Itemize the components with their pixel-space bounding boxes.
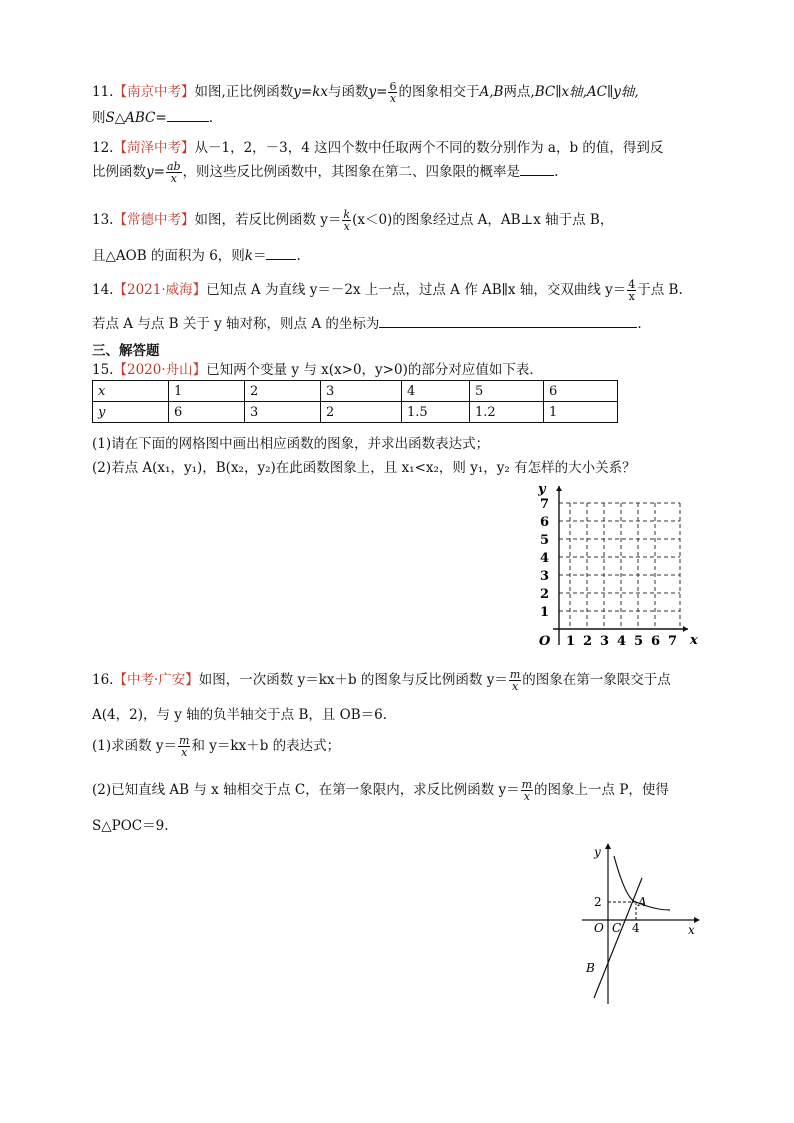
x-label: x	[688, 923, 695, 937]
y-arrow-icon	[605, 843, 611, 849]
text: ，则这些反比例函数中，其图象在第二、四象限的概率是	[182, 164, 521, 180]
question-16-line2: A(4，2)，与 y 轴的负半轴交于点 B，且 OB＝6.	[92, 707, 388, 723]
question-13	[92, 208, 613, 232]
fraction: $\frac{k}{x}$	[343, 208, 351, 233]
x-tick: 1	[566, 634, 576, 649]
table-cell: 6	[169, 402, 245, 423]
text: 与函数	[328, 84, 369, 100]
text: 从－1，2，－3，4 这四个数中任取两个不同的数分别作为 a，b 的值，得到反	[194, 140, 664, 156]
text: (1)求函数 y＝	[92, 738, 178, 754]
source-tag: 【2021·威海】	[113, 282, 207, 298]
text: (x＜0)的图象经过点 A，AB⊥x 轴于点 B，	[352, 212, 614, 228]
tick-2: 2	[594, 895, 602, 909]
question-number: 14.	[92, 282, 114, 298]
question-15-part1: (1)请在下面的网格图中画出相应函数的图象，并求出函数表达式；	[92, 436, 490, 452]
answer-blank[interactable]	[379, 326, 637, 328]
question-12-line2	[92, 160, 558, 184]
tick-4: 4	[632, 921, 640, 935]
source-tag: 【常德中考】	[113, 212, 195, 228]
text: 已知点 A 为直线 y＝－2x 上一点，过点 A 作 AB∥x 轴，交双曲线 y＝	[206, 282, 627, 298]
table-cell: 1.2	[470, 402, 544, 423]
fraction: $\frac{6}{x}$	[389, 80, 397, 105]
x-tick: 5	[634, 634, 644, 649]
question-number: 13.	[92, 212, 114, 228]
table-header: x	[93, 381, 169, 402]
text: 且△AOB 的面积为 6，则	[92, 248, 245, 264]
text: 两点,	[503, 84, 535, 100]
x-arrow-icon	[694, 917, 700, 923]
relation: BC∥x轴,AC∥y轴,	[534, 84, 639, 100]
table-header: y	[93, 402, 169, 423]
fraction: $\frac{ab}{x}$	[166, 160, 181, 185]
table-row	[93, 381, 618, 402]
table-cell: 1	[544, 402, 618, 423]
table-cell: 3	[321, 381, 402, 402]
function-figure	[580, 840, 705, 1010]
points: A,B	[479, 84, 504, 100]
x-axis-label: x	[690, 633, 698, 648]
area-symbol: S△ABC	[105, 110, 156, 126]
y-arrow-icon	[556, 486, 562, 491]
section-title: 三、解答题	[92, 343, 160, 359]
text: 如图,正比例函数	[194, 84, 294, 100]
text: .	[554, 164, 559, 180]
answer-blank[interactable]	[266, 258, 296, 260]
y-tick: 2	[540, 587, 550, 602]
text: ＝	[252, 248, 267, 264]
fraction: $\frac{m}{x}$	[509, 668, 521, 693]
question-11	[92, 80, 639, 104]
x-tick: 7	[668, 634, 678, 649]
y-tick: 1	[540, 605, 550, 620]
question-13-line2	[92, 244, 301, 264]
figure-labels	[585, 845, 695, 975]
table-cell: 1	[169, 381, 245, 402]
x-tick-labels	[566, 634, 677, 649]
x-tick: 4	[617, 634, 627, 649]
question-15-part2: (2)若点 A(x₁，y₁)，B(x₂，y₂)在此函数图象上，且 x₁<x₂，则 y₁，y₂ 有怎样的大小关系？	[92, 460, 636, 476]
answer-blank[interactable]	[167, 120, 209, 122]
text: 已知两个变量 y 与 x(x>0，y>0)的部分对应值如下表．	[206, 362, 543, 378]
table-row	[93, 402, 618, 423]
question-14	[92, 278, 683, 302]
source-tag: 【中考·广安】	[113, 672, 199, 688]
text: 于点 B.	[637, 282, 683, 298]
origin-label: O	[539, 634, 551, 649]
y-tick: 7	[540, 497, 550, 512]
fraction: $\frac{m}{x}$	[179, 734, 190, 759]
question-16-part1	[92, 734, 340, 758]
y-tick: 4	[540, 551, 550, 566]
question-16-part2	[92, 778, 669, 802]
source-tag: 【菏泽中考】	[113, 140, 195, 156]
value-table	[92, 380, 618, 423]
text: 比例函数	[92, 164, 146, 180]
text: .	[637, 316, 642, 332]
y-axis-label: y	[538, 482, 546, 497]
point-b-label: B	[586, 961, 595, 975]
question-number: 12.	[92, 140, 114, 156]
source-tag: 【2020·舟山】	[113, 362, 207, 378]
text: .	[296, 248, 301, 264]
text: 的图象上一点 P，使得	[534, 782, 669, 798]
table-cell: 3	[245, 402, 321, 423]
y-tick: 5	[540, 533, 550, 548]
y-tick-labels	[540, 497, 549, 620]
table-cell: 5	[470, 381, 544, 402]
text: 的图象相交于	[398, 84, 480, 100]
x-arrow-icon	[683, 626, 688, 632]
equation: y=	[368, 84, 388, 100]
text: (2)已知直线 AB 与 x 轴相交于点 C，在第一象限内，求反比例函数 y＝	[92, 782, 520, 798]
text: =	[155, 110, 167, 126]
point-c-label: C	[612, 921, 622, 935]
x-tick: 3	[600, 634, 610, 649]
y-tick: 3	[540, 569, 550, 584]
text: 和 y＝kx＋b 的表达式；	[191, 738, 341, 754]
grid-figure	[528, 480, 703, 652]
question-number: 15.	[92, 362, 114, 378]
table-cell: 4	[402, 381, 470, 402]
text: 如图，若反比例函数 y＝	[194, 212, 342, 228]
variable: k	[244, 248, 253, 264]
question-15	[92, 358, 543, 378]
question-16	[92, 668, 671, 692]
text: 的图象在第一象限交于点	[522, 672, 671, 688]
source-tag: 【南京中考】	[113, 84, 195, 100]
x-tick: 6	[651, 634, 661, 649]
equation: y=	[146, 164, 165, 180]
fraction: $\frac{m}{x}$	[521, 778, 533, 803]
equation: y=kx	[293, 84, 329, 100]
question-14-line2	[92, 312, 642, 332]
question-11-line2	[92, 106, 213, 126]
question-12	[92, 136, 663, 156]
text: 如图，一次函数 y＝kx＋b 的图象与反比例函数 y＝	[198, 672, 508, 688]
table-cell: 6	[544, 381, 618, 402]
question-number: 11.	[92, 84, 114, 100]
text: .	[208, 110, 213, 126]
table-cell: 2	[245, 381, 321, 402]
question-number: 16.	[92, 672, 114, 688]
text: 若点 A 与点 B 关于 y 轴对称，则点 A 的坐标为	[92, 316, 380, 332]
y-tick: 6	[540, 515, 550, 530]
fraction: $\frac{4}{x}$	[628, 278, 636, 303]
x-tick: 2	[583, 634, 593, 649]
question-16-area: S△POC＝9.	[92, 818, 169, 834]
grid-lines	[559, 503, 680, 629]
point-a-label: A	[638, 895, 647, 909]
text: 则	[92, 110, 106, 126]
y-label: y	[594, 845, 601, 859]
origin-label: O	[594, 921, 604, 935]
table-cell: 2	[321, 402, 402, 423]
answer-blank[interactable]	[520, 174, 554, 176]
table-cell: 1.5	[402, 402, 470, 423]
